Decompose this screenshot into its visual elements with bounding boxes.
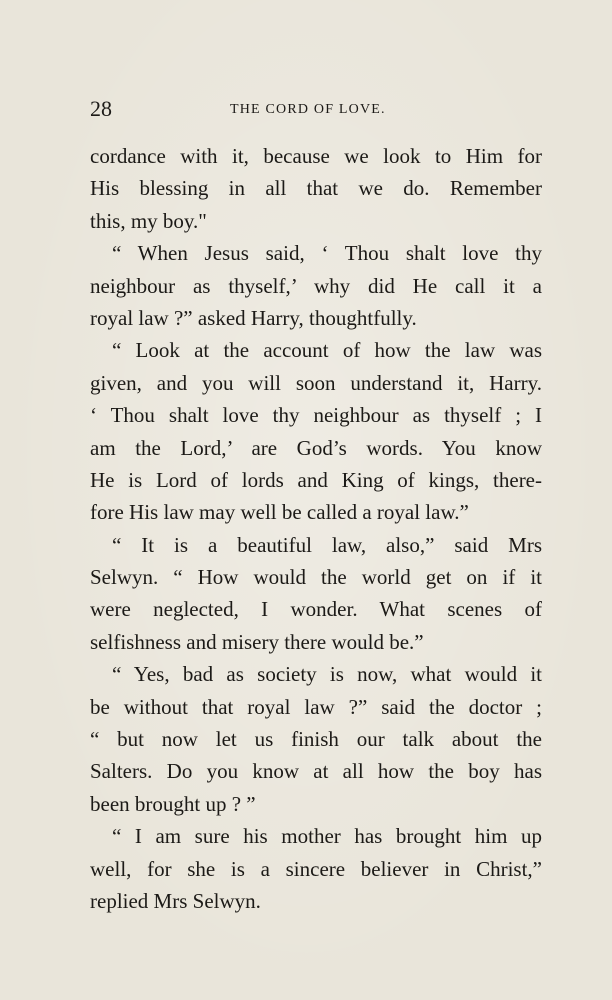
body-text: [90, 140, 542, 917]
page-number: 28: [90, 96, 112, 121]
paragraph: [90, 237, 542, 334]
paragraph: [90, 334, 542, 528]
text-line: Selwyn. “ How would the world get on if it: [90, 565, 542, 590]
text-line: neighbour as thyself,’ why did He call it a: [90, 273, 542, 298]
text-line: “ When Jesus said, ‘ Thou shalt love thy: [112, 241, 542, 266]
text-line: cordance with it, because we look to Him for: [90, 144, 542, 168]
text-line: been brought up ? ”: [90, 791, 256, 816]
text-line: “ Look at the account of how the law was: [112, 338, 542, 363]
text-line: given, and you will soon understand it, Harry.: [90, 370, 542, 395]
text-line: fore His law may well be called a royal law.”: [90, 500, 469, 525]
text-line: this, my boy.": [90, 208, 207, 233]
text-line: were neglected, I wonder. What scenes of: [90, 597, 542, 622]
text-line: “ It is a beautiful law, also,” said Mrs: [112, 532, 542, 557]
text-line: replied Mrs Selwyn.: [90, 888, 261, 913]
text-line: be without that royal law ?” said the doctor ;: [90, 694, 542, 719]
text-line: “ Yes, bad as society is now, what would it: [112, 662, 542, 687]
running-title: THE CORD OF LOVE.: [230, 102, 386, 117]
page-header: [90, 96, 540, 126]
text-line: He is Lord of lords and King of kings, there-: [90, 467, 542, 492]
paragraph: [90, 140, 542, 237]
text-line: Salters. Do you know at all how the boy has: [90, 759, 542, 784]
text-line: “ I am sure his mother has brought him up: [112, 824, 542, 849]
paragraph: [90, 529, 542, 659]
text-line: ‘ Thou shalt love thy neighbour as thyself ; I: [90, 403, 542, 428]
text-line: royal law ?” asked Harry, thoughtfully.: [90, 305, 417, 330]
paragraph: [90, 820, 542, 917]
text-line: well, for she is a sincere believer in Christ,”: [90, 856, 542, 881]
text-line: His blessing in all that we do. Remember: [90, 176, 542, 201]
text-line: selfishness and misery there would be.”: [90, 629, 424, 654]
text-line: “ but now let us finish our talk about the: [90, 727, 542, 752]
paragraph: [90, 658, 542, 820]
text-line: am the Lord,’ are God’s words. You know: [90, 435, 542, 460]
